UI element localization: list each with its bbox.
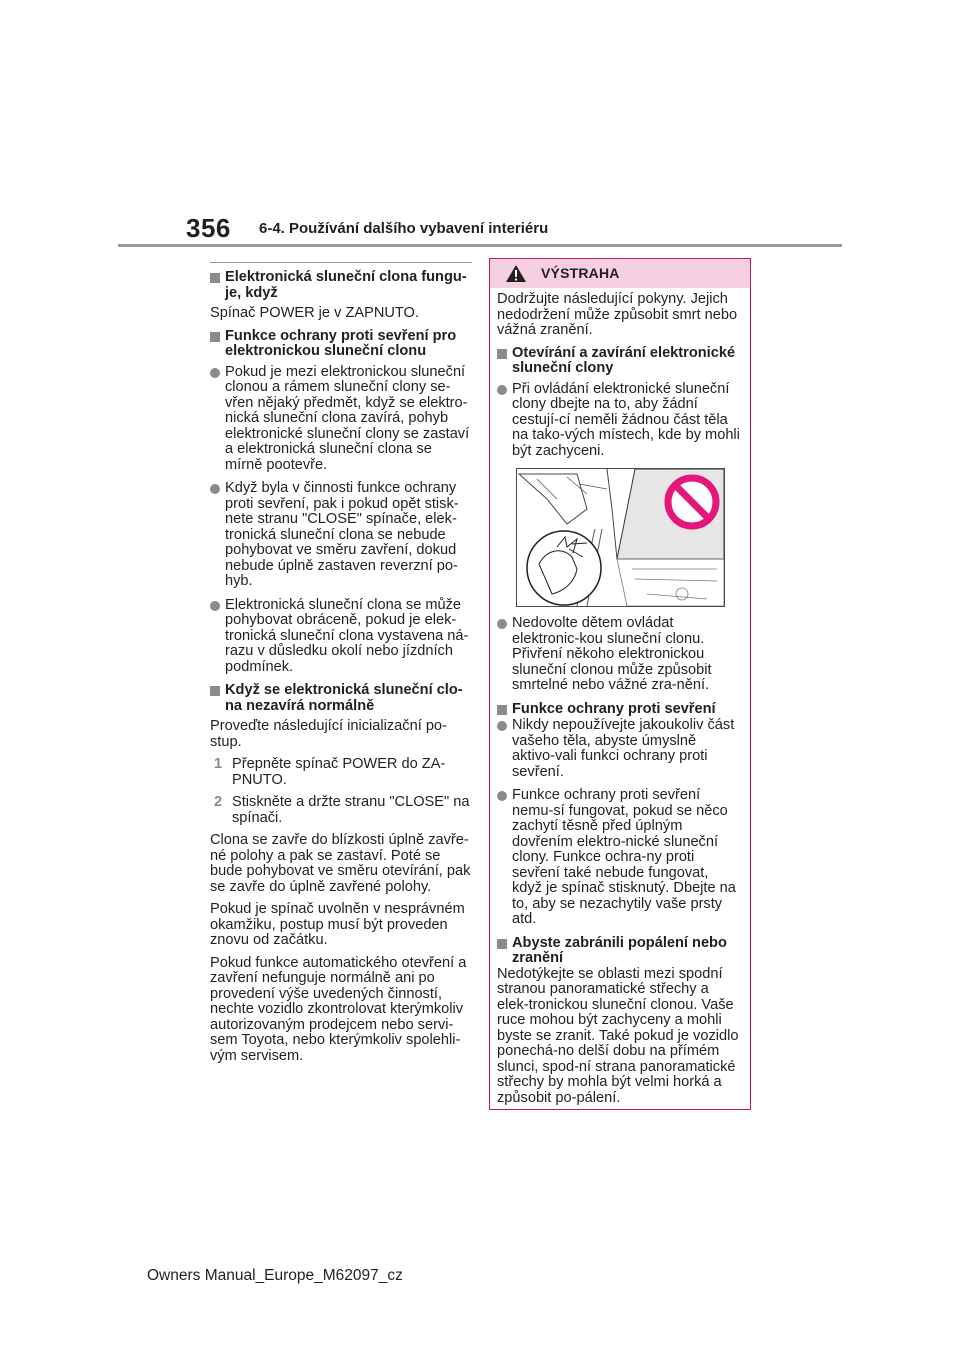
warning-label: VÝSTRAHA <box>541 264 620 281</box>
square-bullet-icon <box>497 705 507 715</box>
paragraph: Pokud je spínač uvolněn v nesprávném okamžiku, postup musí být proveden znovu od začátku. <box>210 901 465 948</box>
paragraph: Pokud funkce automatického otevření a zavření nefunguje normálně ani po provedení výše uvedených činností, nechte vozidlo zkontrolovat kterýmkoliv autorizovaným prodejcem nebo servi-sem Toyota, nebo kterýmkoliv spolehli-vým servisem. <box>210 954 467 1064</box>
section-heading: Elektronická sluneční clona fungu-je, když <box>210 270 472 301</box>
square-bullet-icon <box>497 349 507 359</box>
step-item: 2 Stiskněte a držte stranu "CLOSE" na spínači. <box>214 794 470 826</box>
bullet-item: Pokud je mezi elektronickou sluneční clonou a rámem sluneční clony se-vřen nějaký předmět, když se elektro-nická sluneční clona zavírá, pohyb elektronické sluneční clony se zastaví a elektronická sluneční clona se mírně pootevře. <box>210 365 472 474</box>
round-bullet-icon <box>210 601 220 611</box>
bullet-item: Při ovládání elektronické sluneční clony dbejte na to, aby žádní cestují-cí neměli žádnou část těla na tako-vých místech, kde by mohli být zachyceni. <box>497 382 742 460</box>
bullet-item: Elektronická sluneční clona se může pohybovat obráceně, pokud je elek-tronická sluneční clona vystavena ná-razu v důsledku okolí nebo jízdních podmínek. <box>210 598 472 676</box>
step-item: 1 Přepněte spínač POWER do ZA-PNUTO. <box>214 756 446 788</box>
round-bullet-icon <box>497 791 507 801</box>
prohibition-sign-icon <box>668 478 716 526</box>
bullet-item: Když byla v činnosti funkce ochrany proti sevření, pak i pokud opět stisk-nete stranu "CLOSE" spínače, elek-tronická sluneční clona se nebude pohybovat ve směru zavření, dokud nebude úplně zastaven reverzní po-hyb. <box>210 481 472 590</box>
square-bullet-icon <box>210 273 220 283</box>
section-heading: Otevírání a zavírání elektronické sluneční clony <box>497 346 742 377</box>
header-divider <box>118 244 842 247</box>
car-interior-drawing <box>517 469 724 606</box>
bullet-item: Nedovolte dětem ovládat elektronic-kou sluneční clonu. Přivření někoho elektronickou sluneční clonou může způsobit smrtelné nebo vážné zra-nění. <box>497 616 742 694</box>
paragraph: Proveďte následující inicializační po-stup. <box>210 718 447 750</box>
round-bullet-icon <box>497 721 507 731</box>
warning-header <box>490 259 750 288</box>
paragraph: Spínač POWER je v ZAPNUTO. <box>210 305 419 321</box>
page-number: 356 <box>186 213 231 243</box>
sunshade-illustration <box>516 468 725 607</box>
step-number: 1 <box>214 756 223 772</box>
round-bullet-icon <box>497 385 507 395</box>
round-bullet-icon <box>497 619 507 629</box>
square-bullet-icon <box>210 332 220 342</box>
round-bullet-icon <box>210 368 220 378</box>
bullet-item: Funkce ochrany proti sevření nemu-sí fungovat, pokud se něco zachytí těsně před úplným dovřením elektro-nické sluneční clony. Funkce ochra-ny proti sevření také nebude fungovat, když je spínač stisknutý. Dbejte na to, aby se nezachytily vaše prsty atd. <box>497 788 742 928</box>
warning-triangle-icon <box>505 264 527 283</box>
step-number: 2 <box>214 794 223 810</box>
round-bullet-icon <box>210 484 220 494</box>
bullet-item: Nikdy nepoužívejte jakoukoliv část vašeho těla, abyste úmyslně aktivo-vali funkci ochrany proti sevření. <box>497 718 742 780</box>
section-heading: Když se elektronická sluneční clo-na nezavírá normálně <box>210 683 472 714</box>
section-heading: Funkce ochrany proti sevření <box>497 702 742 718</box>
warning-intro: Dodržujte následující pokyny. Jejich nedodržení může způsobit smrt nebo vážná zranění. <box>497 291 738 338</box>
footer-text: Owners Manual_Europe_M62097_cz <box>147 1267 403 1284</box>
square-bullet-icon <box>497 939 507 949</box>
paragraph: Nedotýkejte se oblasti mezi spodní stranou panoramatické střechy a elek-tronickou sluneční clonou. Vaše ruce mohou být zachyceny a mohli byste se zranit. Také pokud je vozidlo ponechá-no delší dobu na přímém slunci, spod-ní strana panoramatické střechy by mohla být velmi horká a způsobit po-pálení. <box>497 965 739 1106</box>
section-title: 6-4. Používání dalšího vybavení interiéru <box>259 220 549 237</box>
left-column <box>210 262 472 1071</box>
section-heading: Abyste zabránili popálení nebo zranění <box>497 936 742 967</box>
square-bullet-icon <box>210 686 220 696</box>
paragraph: Clona se zavře do blízkosti úplně zavře-né polohy a pak se zastaví. Poté se bude pohybovat ve směru otevírání, pak se zavře do úplně zavřené polohy. <box>210 832 471 895</box>
section-heading: Funkce ochrany proti sevření pro elektronickou sluneční clonu <box>210 329 472 360</box>
warning-box <box>489 258 751 1110</box>
